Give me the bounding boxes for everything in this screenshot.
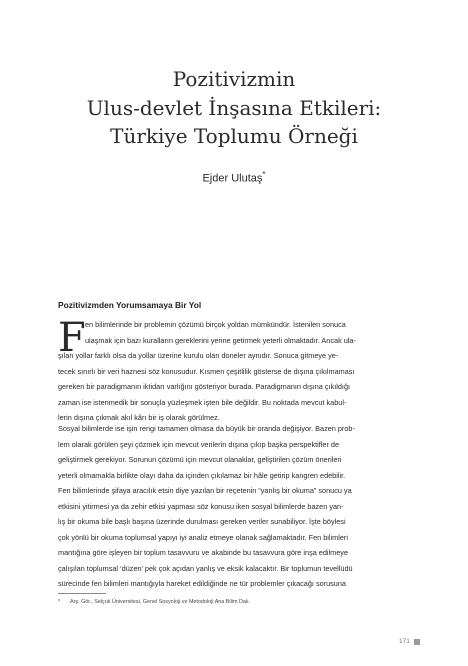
text-line: şılan yollar farklı olsa da yollar üzerine kurulu olan doneler aynıdır. Sonuca gitmeye ye- bbox=[58, 351, 339, 360]
text-line: çok yönlü bir okuma toplumsal yapıyı iyi analiz etmeye olanak sağlamaktadır. Fen bilimleri bbox=[58, 532, 348, 542]
footnote bbox=[58, 599, 250, 605]
text-line: geliştirmek gerekiyor. Sorunun çözümü için mevcut olanaklar, geliştirilen çözüm önerileri bbox=[58, 455, 342, 464]
title-line: Ulus-devlet İnşasına Etkileri: bbox=[86, 95, 382, 120]
text-line: Fen bilimlerinde şifaya aracılık etsin diye yazılan bir reçetenin “yanlış bir okuma” sonucu ya bbox=[58, 486, 352, 495]
text-line: lem olarak görülen şeyi çözmek için mevcut verilerin dışına çıkıp başka perspektifler de bbox=[58, 439, 340, 449]
text-line: sürecinde fen bilimleri mantığıyla hareket edildiğinde ne tür problemler çıkacağı sorusuna bbox=[58, 579, 346, 588]
text-line: gereken bir paradigmanın iktidarı varlığını gösteriyor burada. Paradigmanın dışına çıkıldığı bbox=[58, 382, 351, 391]
text-line: lış bir okuma bile başlı başına üzerinde durulması gereken veriler sunabiliyor. İşte böylesi bbox=[58, 517, 346, 526]
footnote-divider bbox=[58, 593, 106, 594]
author-footnote-mark: * bbox=[262, 170, 266, 179]
text-line: Sosyal bilimlerde ise işin rengi tamamen olmasa da büyük bir oranda değişiyor. Bazen prob- bbox=[58, 424, 355, 433]
footnote-mark: * bbox=[58, 599, 61, 605]
text-line: en bilimlerinde bir problemin çözümü birçok yoldan mümkündür. İstenilen sonuca bbox=[85, 320, 346, 329]
text-line: ulaşmak için bazı kuralların gereklerini yerine getirmek yeterli olmaktadır. Ancak ula- bbox=[85, 335, 356, 345]
title-line: Pozitivizmin bbox=[172, 67, 296, 91]
page-marker-square bbox=[414, 639, 420, 645]
article-title bbox=[0, 65, 468, 151]
text-line: çalışılan toplumsal ‘düzen’ pek çok açıdan yanlış ve eksik kalacaktır. Bir toplumun tevellüdü bbox=[58, 563, 353, 573]
section-heading: Pozitivizmden Yorumsamaya Bir Yol bbox=[58, 300, 202, 310]
footnote-text: Arş. Gör., Selçuk Üniversitesi, Genel Sosyoloji ve Metodoloji Ana Bilim Dalı. bbox=[70, 599, 251, 605]
text-line: lerin dışına çıkmak akıl kârı bir iş olarak görülmez. bbox=[58, 413, 220, 422]
page-number: 171 bbox=[399, 638, 410, 645]
text-line: tecek sınırlı bir veri haznesi söz konusudur. Kısmen çeşitlilik gösterse de dışına çıkılmaması bbox=[58, 366, 355, 376]
text-line: zaman ise istenmedik bir sonuçla yüzleşmek işten bile değildir. Bu noktada mevcut kabul- bbox=[58, 397, 347, 407]
drop-cap: F bbox=[58, 315, 86, 361]
author-name: Ejder Ulutaş bbox=[202, 172, 263, 185]
text-line: yeterli olmamakla birlikte olayı daha da içinden çıkılamaz bir hâle getirip kangren edebilir. bbox=[58, 470, 346, 480]
text-line: etkisini yitirmesi ya da zehir etkisi yapması söz konusu iken sosyal bilimlerde bazen yan- bbox=[58, 501, 344, 511]
paragraph bbox=[58, 421, 422, 592]
text-line: mantığına göre işleyen bir toplum tasavvuru ve akabinde bu tasavvura göre inşa edilmeye bbox=[58, 548, 349, 557]
title-line: Türkiye Toplumu Örneği bbox=[110, 124, 358, 148]
paragraph bbox=[58, 317, 422, 426]
author-byline bbox=[0, 170, 468, 185]
